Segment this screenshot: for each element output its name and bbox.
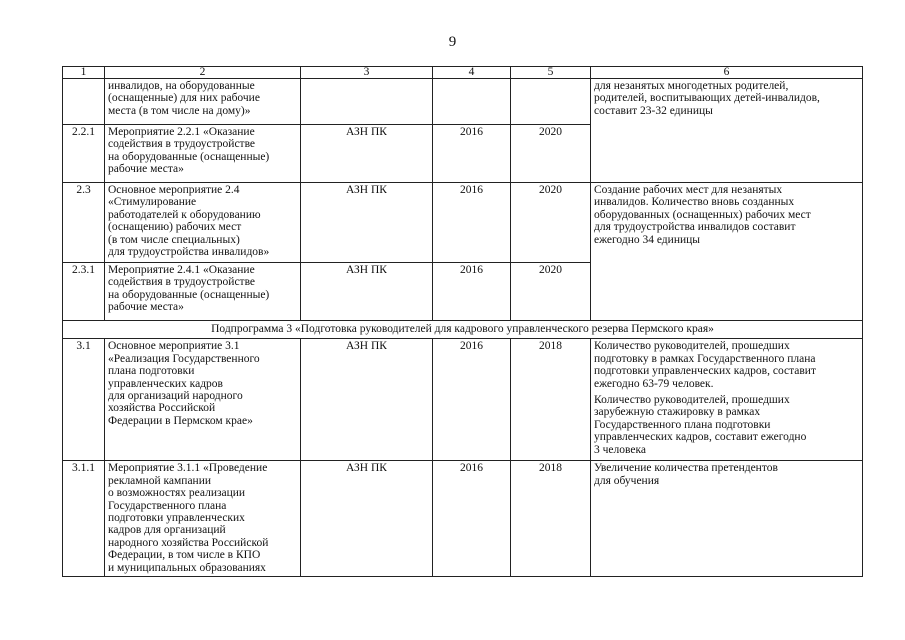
end-year-cell [511,79,591,125]
activity-name-cell: Основное мероприятие 2.4 «Стимулирование работодателей к оборудованию (оснащению) рабочих мест (в том числе специальных) для трудоустройства инвалидов» [105,183,301,263]
end-year-cell: 2020 [511,183,591,263]
end-year-cell: 2018 [511,461,591,577]
activity-name-cell: Мероприятие 2.2.1 «Оказание содействия в трудоустройстве на оборудованные (оснащенные) рабочие места» [105,125,301,183]
executor-cell: АЗН ПК [301,183,433,263]
result-cell: Создание рабочих мест для незанятых инвалидов. Количество вновь созданных оборудованных (оснащенных) рабочих мест для трудоустройства инвалидов составит ежегодно 34 единицы [591,183,863,321]
result-cell [591,339,863,461]
start-year-cell: 2016 [433,461,511,577]
column-header: 5 [511,67,591,79]
row-number-cell: 2.3 [63,183,105,263]
executor-cell: АЗН ПК [301,339,433,461]
start-year-cell: 2016 [433,125,511,183]
column-header: 2 [105,67,301,79]
column-header: 1 [63,67,105,79]
activity-name-cell: Основное мероприятие 3.1 «Реализация Государственного плана подготовки управленческих кадров для организаций народного хозяйства Российской Федерации в Пермском крае» [105,339,301,461]
executor-cell [301,79,433,125]
table-row [63,461,863,577]
end-year-cell: 2020 [511,263,591,321]
executor-cell: АЗН ПК [301,461,433,577]
result-paragraph: Количество руководителей, прошедших подготовку в рамках Государственного плана подготовки управленческих кадров, составит ежегодно 63-79 человек. [594,340,816,390]
subprogram-row [63,321,863,339]
table-row [63,183,863,263]
start-year-cell: 2016 [433,183,511,263]
start-year-cell: 2016 [433,339,511,461]
executor-cell: АЗН ПК [301,263,433,321]
program-table [62,66,863,577]
activity-name-cell: Мероприятие 3.1.1 «Проведение рекламной кампании о возможностях реализации Государственного плана подготовки управленческих кадров для организаций народного хозяйства Российской Федерации, в том числе в КПО и муниципальных образованиях [105,461,301,577]
column-header: 6 [591,67,863,79]
executor-cell: АЗН ПК [301,125,433,183]
start-year-cell [433,79,511,125]
row-number-cell: 3.1 [63,339,105,461]
page-number: 9 [448,34,457,50]
end-year-cell: 2020 [511,125,591,183]
table-row [63,79,863,125]
row-number-cell: 2.3.1 [63,263,105,321]
result-cell: для незанятых многодетных родителей, родителей, воспитывающих детей-инвалидов, составит 23-32 единицы [591,79,863,183]
row-number-cell [63,79,105,125]
table-header-row [63,67,863,79]
row-number-cell: 3.1.1 [63,461,105,577]
end-year-cell: 2018 [511,339,591,461]
activity-name-cell: Мероприятие 2.4.1 «Оказание содействия в трудоустройстве на оборудованные (оснащенные) рабочие места» [105,263,301,321]
row-number-cell: 2.2.1 [63,125,105,183]
table-row [63,339,863,461]
column-header: 3 [301,67,433,79]
result-cell: Увеличение количества претендентов для обучения [591,461,863,577]
subprogram-title: Подпрограмма 3 «Подготовка руководителей для кадрового управленческого резерва Пермского края» [63,321,863,339]
start-year-cell: 2016 [433,263,511,321]
activity-name-cell: инвалидов, на оборудованные (оснащенные) для них рабочие места (в том числе на дому)» [105,79,301,125]
column-header: 4 [433,67,511,79]
result-paragraph: Количество руководителей, прошедших зарубежную стажировку в рамках Государственного плана подготовки управленческих кадров, составит ежегодно 3 человека [594,394,807,456]
